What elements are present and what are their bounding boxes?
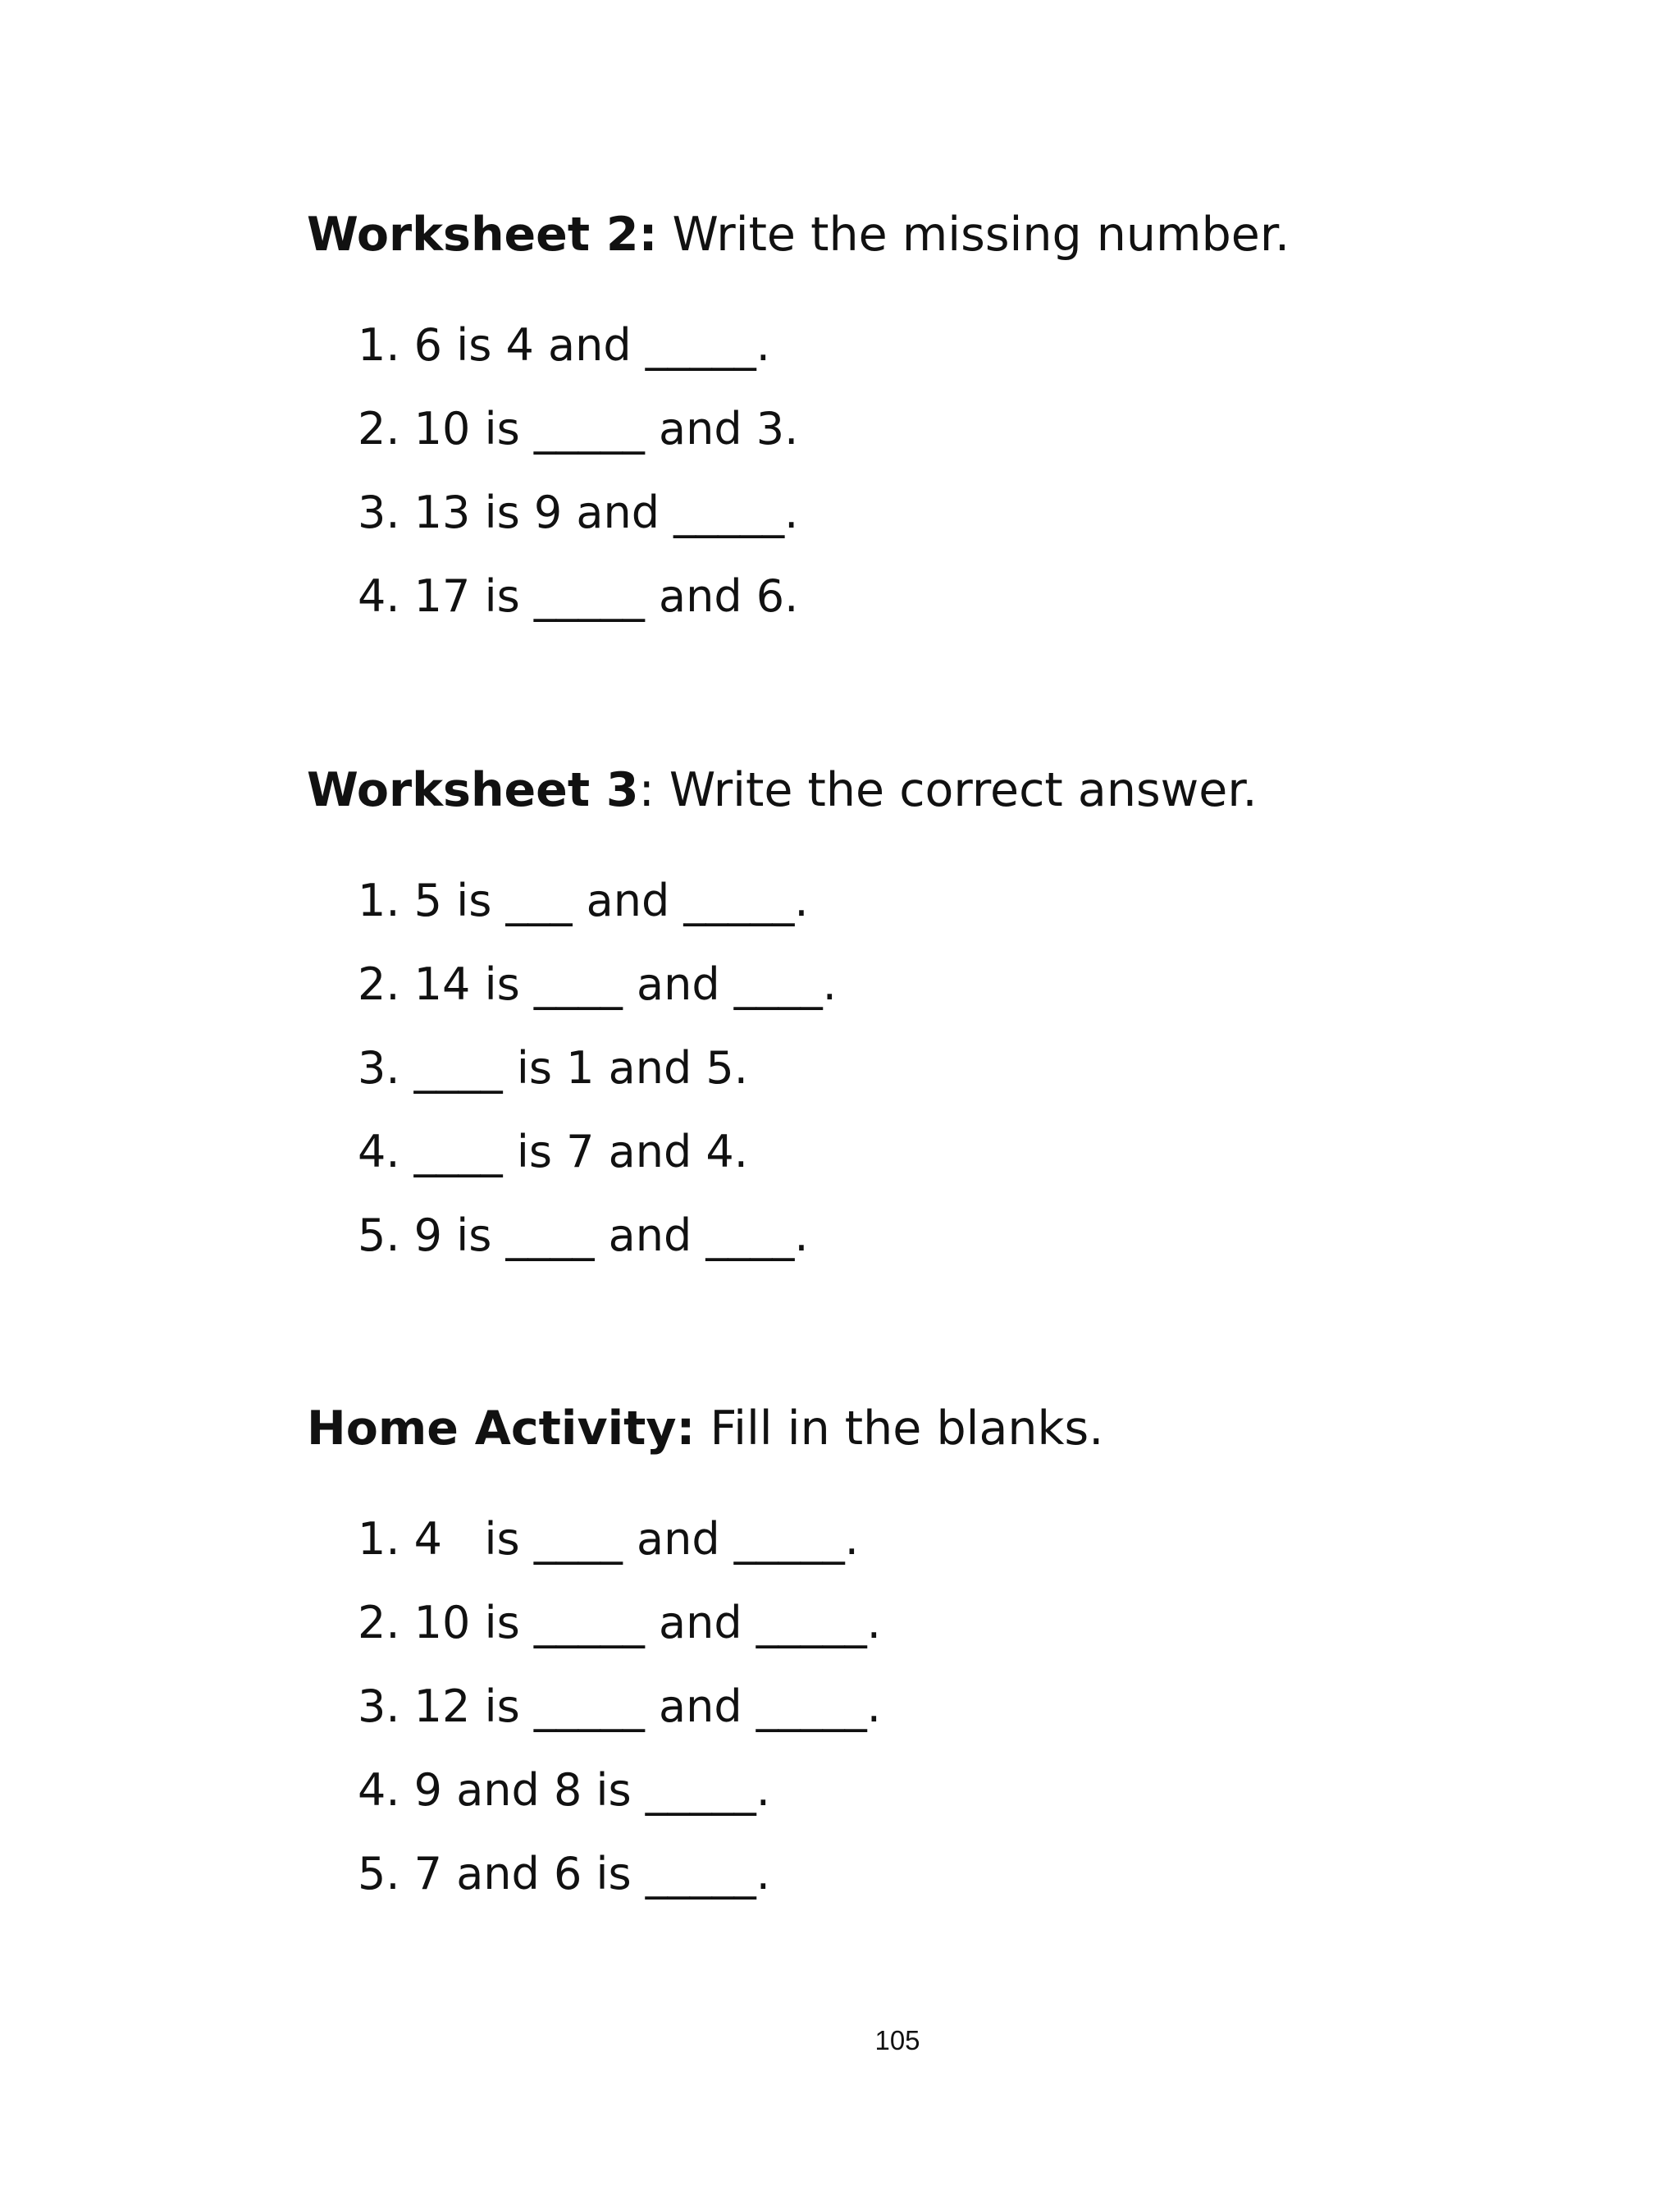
question-item: 1. 6 is 4 and _____. — [358, 319, 770, 371]
question-item: 2. 10 is _____ and 3. — [358, 403, 799, 455]
question-item: 5. 7 and 6 is _____. — [358, 1848, 770, 1900]
question-item: 4. ____ is 7 and 4. — [358, 1126, 748, 1177]
worksheet-3-heading — [307, 763, 1537, 817]
question-item: 1. 4 is ____ and _____. — [358, 1513, 859, 1565]
worksheet-2-instruction: Write the missing number. — [657, 208, 1290, 262]
question-item: 4. 17 is _____ and 6. — [358, 570, 799, 622]
worksheet-3-items — [358, 875, 837, 1297]
home-activity-instruction: Fill in the blanks. — [695, 1401, 1104, 1456]
worksheet-3-instruction: : Write the correct answer. — [638, 763, 1258, 817]
page-number: 105 — [874, 2025, 920, 2055]
question-item: 2. 14 is ____ and ____. — [358, 958, 837, 1010]
worksheet-2-section — [307, 208, 1537, 622]
question-item: 1. 5 is ___ and _____. — [358, 875, 809, 926]
worksheet-3-title-bold: Worksheet 3 — [307, 763, 639, 817]
home-activity-section — [307, 1401, 1537, 1900]
home-activity-heading — [307, 1401, 1537, 1456]
question-item: 5. 9 is ____ and ____. — [358, 1209, 809, 1261]
worksheet-2-items — [358, 319, 799, 658]
question-item: 3. 12 is _____ and _____. — [358, 1680, 881, 1732]
worksheet-2-heading — [307, 208, 1537, 262]
question-item: 3. ____ is 1 and 5. — [358, 1042, 748, 1094]
question-item: 3. 13 is 9 and _____. — [358, 487, 799, 538]
question-item: 4. 9 and 8 is _____. — [358, 1764, 770, 1816]
worksheet-3-section — [307, 763, 1537, 1261]
worksheet-2-title-bold: Worksheet 2: — [307, 208, 658, 262]
home-activity-title-bold: Home Activity: — [307, 1401, 696, 1456]
home-activity-items — [358, 1513, 881, 1936]
question-item: 2. 10 is _____ and _____. — [358, 1597, 881, 1648]
